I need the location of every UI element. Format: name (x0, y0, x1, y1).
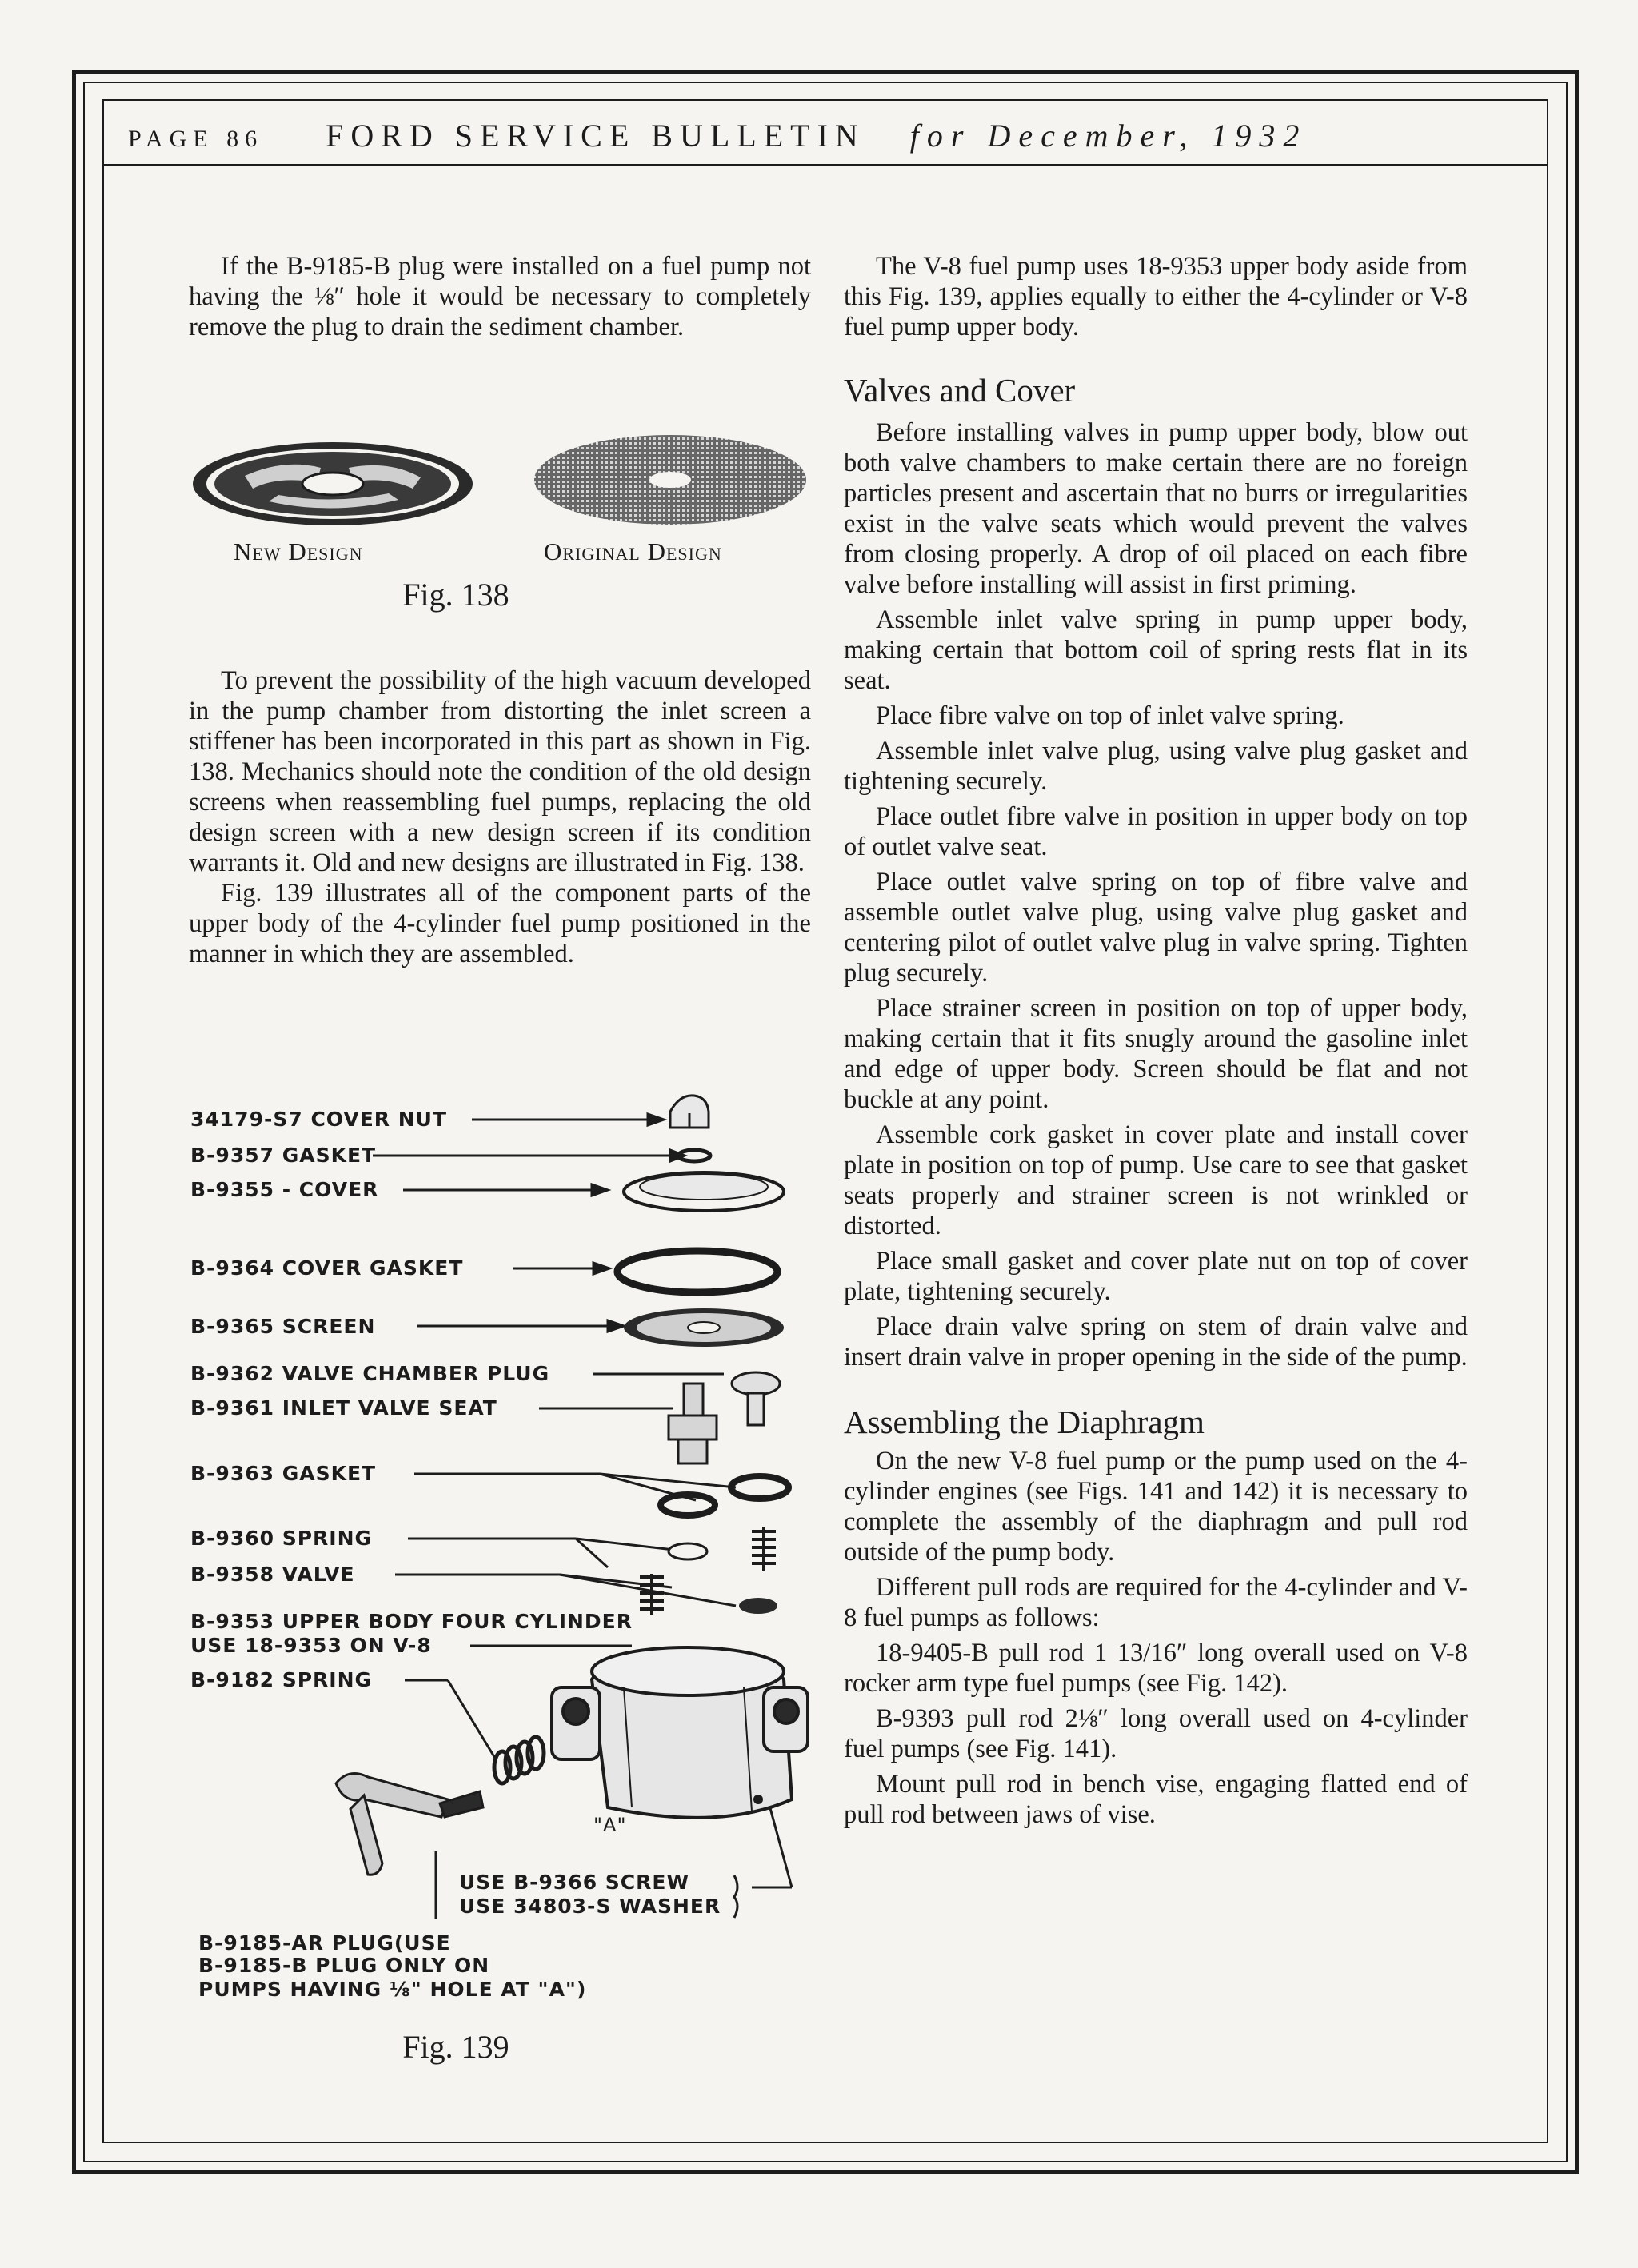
label-valve-9358: B-9358 VALVE (190, 1563, 355, 1586)
heading-valves-and-cover: Valves and Cover (844, 372, 1076, 409)
label-plug-2: B-9185-B PLUG ONLY ON (198, 1954, 490, 1977)
label-valve-chamber-plug: B-9362 VALVE CHAMBER PLUG (190, 1362, 550, 1385)
label-washer: USE 34803-S WASHER (459, 1895, 721, 1918)
valves-paragraph-5: Place outlet fibre valve in position in upper body on top of outlet valve seat. (844, 802, 1468, 861)
valves-paragraph-9: Place small gasket and cover plate nut on top of cover plate, tightening securely. (844, 1247, 1468, 1306)
fig138-original-design-label: Original Design (544, 537, 722, 565)
valves-paragraph-7: Place strainer screen in position on top of upper body, making certain that it fits snugly around the gasoline inlet and edge of upper body. Screen should be flat and not buckle at any point. (844, 994, 1468, 1114)
label-gasket-9363: B-9363 GASKET (190, 1462, 377, 1485)
valves-paragraph-2: Assemble inlet valve spring in pump upper body, making certain that bottom coil of spring rests flat in its seat. (844, 605, 1468, 695)
label-cover: B-9355 - COVER (190, 1178, 379, 1201)
diaphragm-paragraph-2: Different pull rods are required for the 4-cylinder and V-8 fuel pumps as follows: (844, 1573, 1468, 1632)
label-plug-3: PUMPS HAVING ⅛" HOLE AT "A") (198, 1978, 587, 2001)
label-gasket-9357: B-9357 GASKET (190, 1144, 377, 1167)
left-paragraph-3: Fig. 139 illustrates all of the component parts of the upper body of the 4-cylinder fuel pump positioned in the manner in which they are assembled. (189, 879, 811, 968)
label-use-v8-body: USE 18-9353 ON V-8 (190, 1634, 432, 1657)
left-paragraph-2: To prevent the possibility of the high vacuum developed in the pump chamber from distorting the inlet screen a stiffener has been incorporated in this part as shown in Fig. 138. Mechanics should note the condition of the old design screens when reassembling fuel pumps, replacing the old design screen with a new design screen if its condition warrants it. Old and new designs are illustrated in Fig. 138. (189, 666, 811, 877)
valves-paragraph-4: Assemble inlet valve plug, using valve plug gasket and tightening securely. (844, 737, 1468, 796)
valves-paragraph-3: Place fibre valve on top of inlet valve spring. (876, 701, 1344, 730)
fig139-caption: Fig. 139 (402, 2029, 509, 2065)
label-spring-9360: B-9360 SPRING (190, 1527, 373, 1550)
diaphragm-paragraph-3: 18-9405-B pull rod 1 13/16″ long overall used on V-8 rocker arm type fuel pumps (see Fig. 142). (844, 1639, 1468, 1698)
right-column (844, 251, 1468, 1830)
label-cover-gasket: B-9364 COVER GASKET (190, 1256, 464, 1280)
heading-assembling-diaphragm: Assembling the Diaphragm (844, 1404, 1205, 1440)
right-paragraph-1: The V-8 fuel pump uses 18-9353 upper body aside from this Fig. 139, applies equally to either the 4-cylinder or V-8 fuel pump upper body. (844, 252, 1468, 341)
label-spring-9182: B-9182 SPRING (190, 1668, 373, 1691)
diaphragm-paragraph-5: Mount pull rod in bench vise, engaging flatted end of pull rod between jaws of vise. (844, 1770, 1468, 1829)
publication-date: for December, 1932 (909, 118, 1308, 154)
label-a-mark: "A" (593, 1814, 627, 1836)
valves-paragraph-6: Place outlet valve spring on top of fibre valve and assemble outlet valve plug, using valve plug gasket and centering pilot of outlet valve plug in valve spring. Tighten plug securely. (844, 868, 1468, 988)
label-screw: USE B-9366 SCREW (459, 1871, 690, 1894)
label-upper-body: B-9353 UPPER BODY FOUR CYLINDER (190, 1610, 633, 1633)
label-plug-1: B-9185-AR PLUG(USE (198, 1931, 451, 1955)
valves-paragraph-1: Before installing valves in pump upper body, blow out both valve chambers to make certain there are no foreign particles present and ascertain that no burrs or irregularities exist in the valve seats which would prevent the valves from closing properly. A drop of oil placed on each fibre valve before installing will assist in first priming. (844, 418, 1468, 599)
valves-paragraph-10: Place drain valve spring on stem of drain valve and insert drain valve in proper opening in the side of the pump. (844, 1312, 1468, 1372)
diaphragm-paragraph-4: B-9393 pull rod 2⅛″ long overall used on 4-cylinder fuel pumps (see Fig. 141). (844, 1704, 1468, 1763)
fig138-new-design-label: New Design (234, 537, 363, 565)
valves-paragraph-8: Assemble cork gasket in cover plate and install cover plate in position on top of pump. Use care to see that gasket seats properly and strainer screen is not wrinkled or distorted. (844, 1120, 1468, 1240)
left-paragraph-1: If the B-9185-B plug were installed on a fuel pump not having the ⅛″ hole it would be necessary to completely remove the plug to drain the sediment chamber. (189, 252, 811, 341)
label-cover-nut: 34179-S7 COVER NUT (190, 1108, 448, 1131)
publication-title: FORD SERVICE BULLETIN (326, 118, 865, 154)
page-number: PAGE 86 (128, 126, 264, 152)
diaphragm-paragraph-1: On the new V-8 fuel pump or the pump used on the 4-cylinder engines (see Figs. 141 and 142) it is necessary to complete the assembly of the diaphragm and pull rod outside of the pump body. (844, 1447, 1468, 1567)
fig138-caption: Fig. 138 (402, 577, 509, 613)
label-screen: B-9365 SCREEN (190, 1315, 376, 1338)
label-inlet-valve-seat: B-9361 INLET VALVE SEAT (190, 1396, 497, 1419)
